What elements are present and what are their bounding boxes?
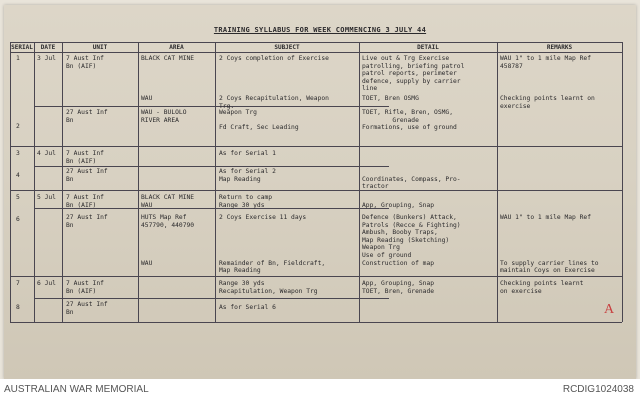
detail-cell: App, Grouping, Snap bbox=[362, 201, 435, 209]
table-rule bbox=[10, 276, 622, 277]
table-rule bbox=[10, 52, 622, 53]
detail-cell: TOET, Bren OSMG bbox=[362, 95, 419, 102]
remarks-cell: WAU 1" to 1 mile Map Ref 458787 bbox=[500, 55, 591, 70]
table-rule bbox=[34, 42, 35, 322]
header-date: DATE bbox=[40, 44, 56, 51]
subject-cell: 2 Coys Exercise 11 days Remainder of Bn, Fieldcraft, Map Reading bbox=[219, 214, 326, 275]
subject-cell: Weapon Trg Fd Craft, Sec Leading bbox=[219, 109, 299, 132]
table-rule bbox=[359, 42, 360, 322]
detail-cell: Defence (Bunkers) Attack, Patrols (Recce & Fighting) Ambush, Booby Traps, Map Reading (Sketching) Weapon Trg Use of ground Construction of map bbox=[362, 214, 461, 267]
date-cell: 3 Jul bbox=[37, 55, 56, 62]
table-rule bbox=[34, 106, 389, 107]
area-cell: BLACK CAT MINE WAU bbox=[141, 194, 195, 209]
subject-cell: As for Serial 2 Map Reading bbox=[219, 168, 276, 183]
remarks-cell: Checking points learnt on exercise bbox=[500, 280, 584, 295]
header-serial: SERIAL bbox=[11, 44, 33, 51]
area-cell: BLACK CAT MINE bbox=[141, 55, 195, 62]
subject-cell: Range 30 yds Recapitulation, Weapon Trg bbox=[219, 280, 318, 295]
detail-cell: TOET, Rifle, Bren, OSMG, Grenade Formations, use of ground bbox=[362, 109, 457, 132]
unit-cell: 7 Aust Inf Bn (AIF) bbox=[66, 280, 104, 295]
table-rule bbox=[34, 166, 389, 167]
table-rule bbox=[10, 42, 622, 43]
header-subject: SUBJECT bbox=[274, 44, 300, 51]
header-area: AREA bbox=[169, 44, 184, 51]
date-cell: 4 Jul bbox=[37, 150, 56, 157]
area-cell: WAU bbox=[141, 95, 153, 102]
unit-cell: 27 Aust Inf Bn bbox=[66, 301, 108, 316]
date-cell: 6 Jul bbox=[37, 280, 56, 287]
unit-cell: 27 Aust Inf Bn bbox=[66, 168, 108, 183]
table-rule bbox=[215, 42, 216, 322]
subject-cell: As for Serial 1 bbox=[219, 150, 276, 157]
syllabus-title: TRAINING SYLLABUS FOR WEEK COMMENCING 3 JULY 44 bbox=[213, 26, 427, 34]
unit-cell: 27 Aust Inf Bn bbox=[66, 214, 108, 229]
date-cell: 5 Jul bbox=[37, 194, 56, 201]
serial-cell: 1 bbox=[16, 55, 20, 62]
table-rule bbox=[62, 42, 63, 322]
detail-cell: App, Grouping, Snap TOET, Bren, Grenade bbox=[362, 280, 435, 295]
unit-cell: 7 Aust Inf Bn (AIF) bbox=[66, 194, 104, 209]
unit-cell: 7 Aust Inf Bn (AIF) bbox=[66, 55, 104, 70]
header-detail: DETAIL bbox=[417, 44, 439, 51]
pencil-margin-mark: A bbox=[604, 302, 615, 317]
table-rule bbox=[622, 42, 623, 322]
table-rule bbox=[10, 322, 622, 323]
table-rule bbox=[10, 190, 622, 191]
serial-cell: 6 bbox=[16, 216, 20, 223]
serial-cell: 3 bbox=[16, 150, 20, 157]
footer-institution: AUSTRALIAN WAR MEMORIAL bbox=[4, 384, 149, 395]
header-unit: UNIT bbox=[92, 44, 108, 51]
detail-cell: Live out & Trg Exercise patrolling, briefing patrol patrol reports, perimeter defence, supply by carrier line bbox=[362, 55, 465, 93]
area-cell: HUTS Map Ref 457790, 440790 WAU bbox=[141, 214, 195, 267]
subject-cell: 2 Coys completion of Exercise bbox=[219, 55, 329, 62]
remarks-cell: Checking points learnt on exercise bbox=[500, 95, 595, 110]
subject-cell: As for Serial 6 bbox=[219, 304, 276, 311]
table-rule bbox=[10, 146, 622, 147]
syllabus-table bbox=[10, 42, 622, 322]
subject-cell: Return to camp Range 30 yds bbox=[219, 194, 273, 209]
serial-cell: 2 bbox=[16, 123, 20, 130]
subject-cell: 2 Coys Recapitulation, Weapon Trg. bbox=[219, 95, 329, 110]
archive-footer bbox=[0, 379, 640, 401]
serial-cell: 7 bbox=[16, 280, 20, 287]
table-rule bbox=[10, 42, 11, 322]
header-remarks: REMARKS bbox=[546, 44, 573, 51]
serial-cell: 4 bbox=[16, 172, 20, 179]
unit-cell: 27 Aust Inf Bn bbox=[66, 109, 108, 124]
detail-cell: Coordinates, Compass, Pro- tractor bbox=[362, 175, 461, 191]
table-rule bbox=[34, 298, 389, 299]
area-cell: WAU - BULOLO RIVER AREA bbox=[141, 109, 187, 124]
serial-cell: 5 bbox=[16, 194, 20, 201]
serial-cell: 8 bbox=[16, 304, 20, 311]
remarks-cell: WAU 1" to 1 mile Map Ref To supply carrier lines to maintain Coys on Exercise bbox=[500, 214, 599, 275]
footer-record-id: RCDIG1024038 bbox=[562, 384, 634, 395]
table-rule bbox=[138, 42, 139, 322]
table-rule bbox=[497, 42, 498, 322]
unit-cell: 7 Aust Inf Bn (AIF) bbox=[66, 150, 104, 165]
